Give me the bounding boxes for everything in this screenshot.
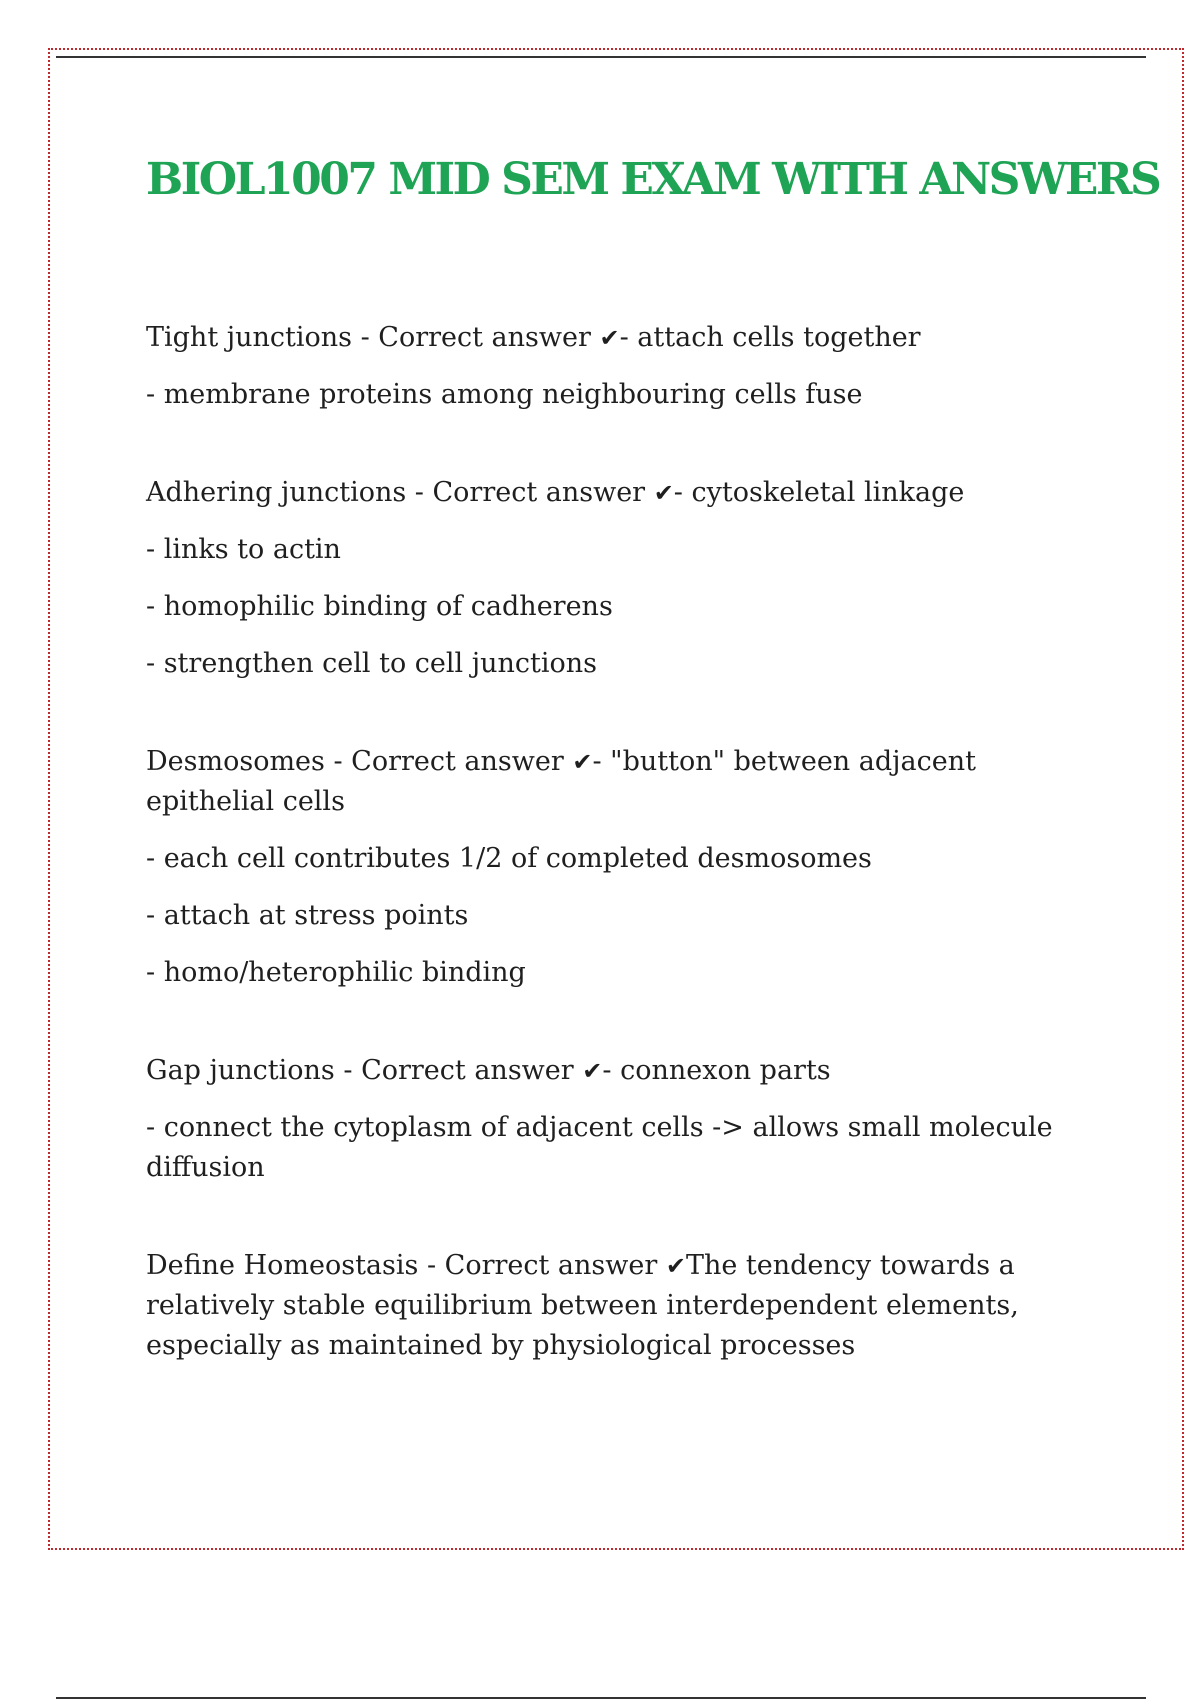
qa-item	[146, 1246, 1096, 1366]
top-rule	[56, 56, 1146, 58]
qa-item	[146, 473, 1096, 684]
qa-answer: - "button" between adjacent epithelial cells	[146, 746, 976, 817]
qa-question: Define Homeostasis - Correct answer	[146, 1250, 666, 1281]
qa-detail-line: - membrane proteins among neighbouring cells fuse	[146, 379, 863, 410]
qa-question-line	[146, 473, 1096, 513]
check-icon: ✔	[582, 1057, 603, 1085]
document-body	[146, 150, 1160, 1424]
qa-answer: - attach cells together	[619, 322, 921, 353]
qa-question: Tight junctions - Correct answer	[146, 322, 600, 353]
qa-list	[146, 318, 1096, 1366]
qa-detail-line: - each cell contributes 1/2 of completed desmosomes	[146, 843, 872, 874]
qa-detail-line: - attach at stress points	[146, 900, 469, 931]
check-icon: ✔	[599, 324, 620, 352]
qa-item	[146, 318, 1096, 415]
qa-detail-line: - homophilic binding of cadherens	[146, 591, 613, 622]
qa-answer: The tendency towards a relatively stable equilibrium between interdependent elements, especially as maintained by physiological processes	[146, 1250, 1019, 1361]
qa-detail-line: - homo/heterophilic binding	[146, 957, 526, 988]
bottom-rule	[56, 1697, 1146, 1699]
qa-question: Adhering junctions - Correct answer	[146, 477, 654, 508]
check-icon: ✔	[665, 1252, 686, 1280]
qa-answer: - connexon parts	[602, 1055, 831, 1086]
qa-question-line	[146, 318, 1096, 358]
qa-detail-line: - connect the cytoplasm of adjacent cells -> allows small molecule diffusion	[146, 1112, 1053, 1183]
check-icon: ✔	[572, 748, 593, 776]
document-title: BIOL1007 MID SEM EXAM WITH ANSWERS	[146, 154, 1160, 205]
qa-question: Desmosomes - Correct answer	[146, 746, 573, 777]
qa-item	[146, 742, 1096, 993]
qa-question-line	[146, 1051, 1096, 1091]
qa-item	[146, 1051, 1096, 1188]
qa-detail-line: - links to actin	[146, 534, 341, 565]
check-icon: ✔	[653, 479, 674, 507]
qa-detail-line: - strengthen cell to cell junctions	[146, 648, 598, 679]
qa-answer: - cytoskeletal linkage	[673, 477, 965, 508]
qa-question-line	[146, 1246, 1096, 1366]
qa-question: Gap junctions - Correct answer	[146, 1055, 583, 1086]
qa-question-line	[146, 742, 1096, 822]
